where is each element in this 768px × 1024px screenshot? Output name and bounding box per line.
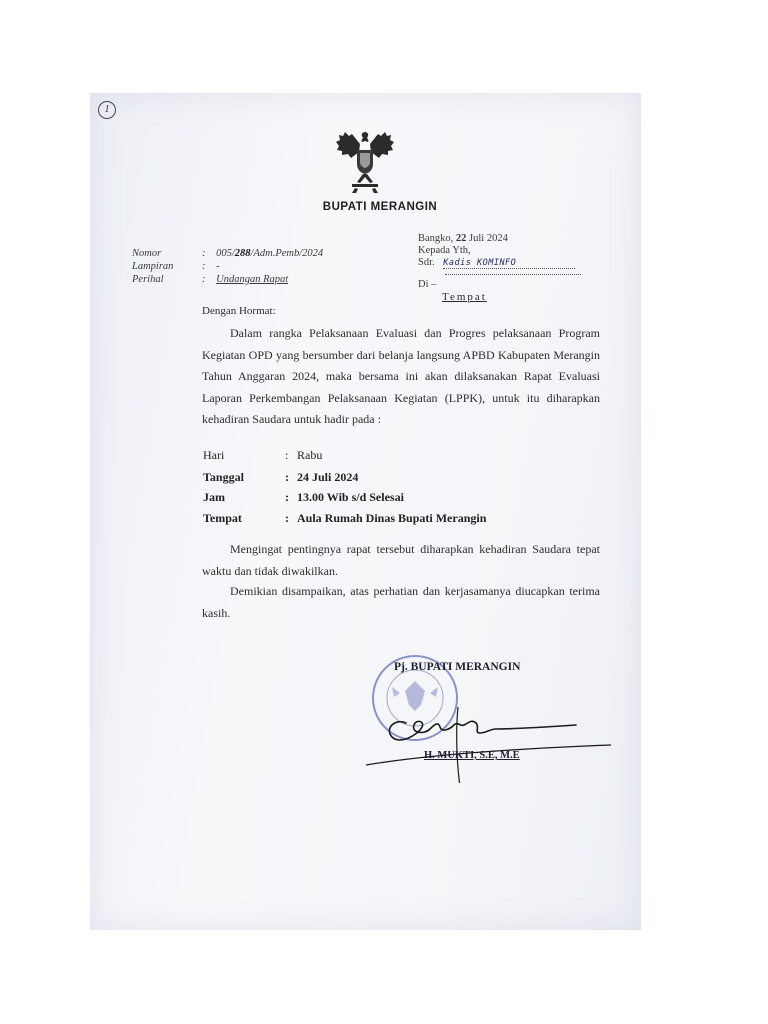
detail-label: Tanggal	[203, 470, 244, 484]
lampiran-value: -	[216, 261, 220, 272]
date-place: Bangko,	[418, 233, 454, 244]
sdr-label: Sdr.	[418, 257, 435, 268]
kepada-label: Kepada Yth,	[418, 245, 471, 256]
nomor-label: Nomor	[132, 248, 162, 259]
page-number-mark: 1	[98, 101, 116, 119]
detail-row	[203, 470, 603, 485]
detail-label: Tempat	[203, 511, 242, 525]
detail-value: 13.00 Wib s/d Selesai	[297, 490, 404, 504]
garuda-crest-icon	[330, 126, 400, 196]
tempat-label: Tempat	[442, 291, 487, 303]
lampiran-separator: :	[202, 261, 206, 272]
lampiran-label: Lampiran	[132, 261, 174, 272]
detail-value: 24 Juli 2024	[297, 470, 359, 484]
perihal-label: Perihal	[132, 274, 164, 285]
paragraph-closing: Demikian disampaikan, atas perhatian dan kerjasamanya diucapkan terima kasih.	[202, 584, 600, 620]
di-label: Di –	[418, 279, 437, 290]
nomor-rest: /Adm.Pemb/2024	[250, 248, 324, 259]
detail-label: Jam	[203, 490, 225, 504]
date-rest: Juli 2024	[469, 233, 508, 244]
greeting: Dengan Hormat:	[202, 305, 276, 317]
signatory-name: H. MUKTI, S.E, M.E	[424, 750, 520, 761]
date-line	[418, 233, 508, 244]
detail-value: Aula Rumah Dinas Bupati Merangin	[297, 511, 487, 525]
paragraph-opening: Dalam rangka Pelaksanaan Evaluasi dan Progres pelaksanaan Program Kegiatan OPD yang bersumber dari belanja langsung APBD Kabupaten Merangin Tahun Anggaran 2024, maka bersama ini akan dilaksanakan Rapat Evaluasi Laporan Perkembangan Pelaksanaan Kegiatan (LPPK), untuk itu diharapkan kehadiran Saudara untuk hadir pada :	[202, 326, 600, 426]
nomor-separator: :	[202, 248, 206, 259]
detail-separator: :	[285, 511, 289, 525]
meta-lampiran-row	[132, 261, 220, 272]
detail-separator: :	[285, 448, 289, 462]
paragraph-attendance: Mengingat pentingnya rapat tersebut diharapkan kehadiran Saudara tepat waktu dan tidak diwakilkan.	[202, 542, 600, 578]
meta-nomor-row	[132, 248, 323, 259]
detail-row	[203, 490, 603, 505]
perihal-separator: :	[202, 274, 206, 285]
signature-title: Pj. BUPATI MERANGIN	[394, 661, 521, 673]
handwritten-signature-icon	[366, 693, 626, 783]
sdr-line	[418, 257, 575, 269]
detail-row	[203, 448, 603, 463]
recipient-dotted-line	[445, 274, 581, 275]
detail-label: Hari	[203, 448, 225, 462]
detail-row	[203, 511, 623, 526]
detail-value: Rabu	[297, 448, 323, 462]
perihal-value: Undangan Rapat	[216, 274, 289, 285]
letter-sheet	[90, 93, 641, 930]
nomor-handwritten: 288	[234, 248, 251, 259]
detail-separator: :	[285, 490, 289, 504]
detail-separator: :	[285, 470, 289, 484]
recipient-handwritten: Kadis KOMINFO	[443, 258, 575, 269]
letterhead-title: BUPATI MERANGIN	[322, 201, 438, 213]
nomor-value: 005/	[216, 248, 235, 259]
date-day: 22	[455, 233, 467, 244]
meta-perihal-row	[132, 274, 288, 285]
